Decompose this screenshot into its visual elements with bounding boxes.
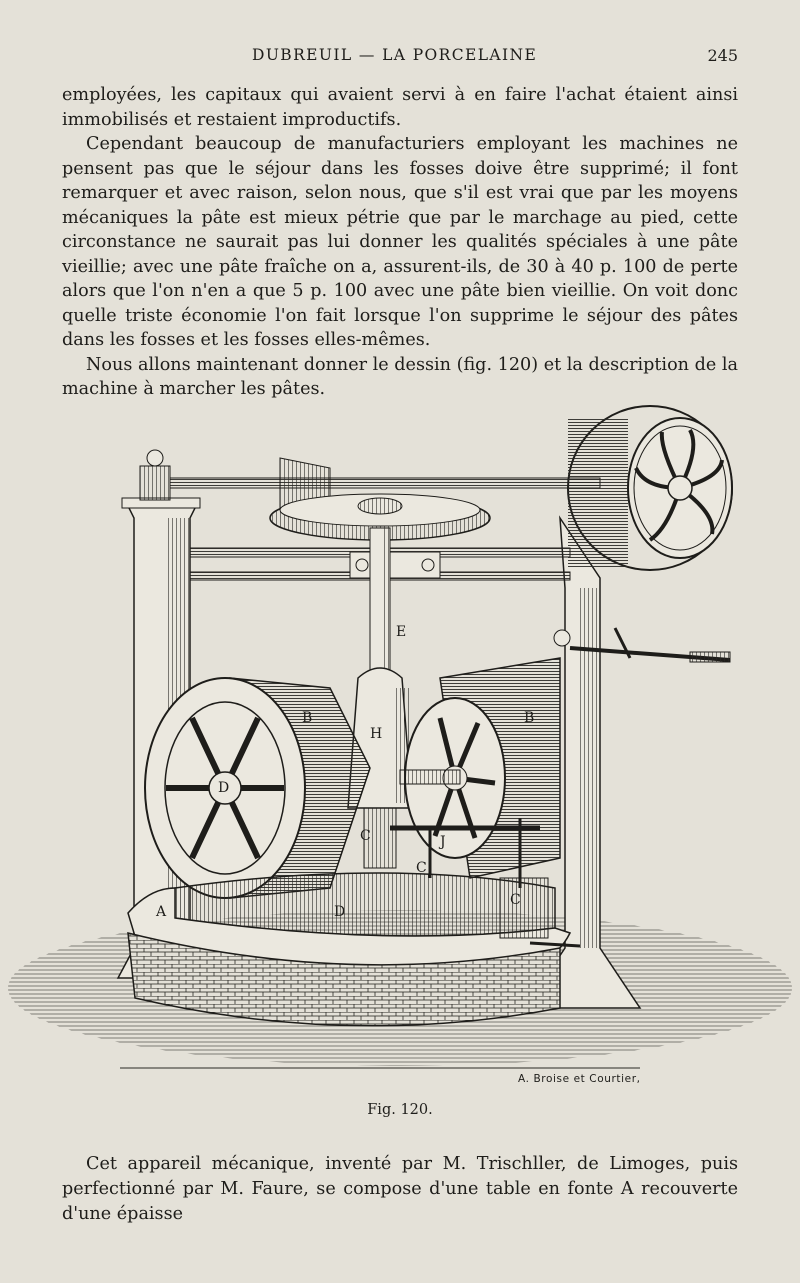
label-d-hub: D	[218, 780, 230, 796]
page-header	[62, 46, 738, 70]
tail-text	[62, 1152, 738, 1227]
label-j: J	[440, 834, 446, 850]
label-h: H	[370, 726, 383, 742]
engraving-illustration	[0, 388, 800, 1100]
machine-engraving	[0, 388, 800, 1100]
paragraph-1: employées, les capitaux qui avaient servi à en faire l'achat étaient ainsi immobilisés et restaient improductifs.	[62, 85, 738, 130]
running-title: DUBREUIL — LA PORCELAINE	[252, 46, 538, 64]
body-text	[62, 83, 738, 402]
page-number: 245	[707, 46, 738, 65]
label-c-mid: C	[416, 860, 427, 876]
paragraph-3: Nous allons maintenant donner le dessin (fig. 120) et la description de la machine à marcher les pâtes.	[62, 354, 738, 399]
right-roller	[400, 658, 560, 878]
flywheel	[568, 406, 732, 570]
engraver-credit: A. Broise et Courtier,	[518, 1073, 641, 1085]
label-c-right: C	[510, 892, 521, 908]
label-b-left: B	[302, 710, 313, 726]
label-e: E	[396, 624, 407, 640]
label-c-left: C	[360, 828, 371, 844]
paragraph-2: Cependant beaucoup de manufacturiers employant les machines ne pensent pas que le séjour dans les fosses doive être supprimé; il font remarquer et avec raison, selon nous, que s'il est vrai que par les moyens mécaniques la pâte est mieux pétrie que par le marchage au pied, cette circonstance ne saurait pas lui donner les qualités spéciales à une pâte vieillie; avec une pâte fraîche on a, assurent-ils, de 30 à 40 p. 100 de perte alors que l'on n'en a que 5 p. 100 avec une pâte bien vieillie. On voit donc quelle triste économie l'on fait lorsque l'on supprime le séjour des pâtes dans les fosses et les fosses elles-mêmes.	[62, 134, 738, 350]
figure-caption: Fig. 120.	[367, 1102, 433, 1118]
left-roller	[145, 678, 370, 898]
top-shaft	[170, 478, 600, 488]
label-b-right: B	[524, 710, 535, 726]
label-d-table: D	[334, 904, 346, 920]
label-a: A	[156, 904, 167, 920]
paragraph-4: Cet appareil mécanique, inventé par M. Trischller, de Limoges, puis perfectionné par M. Faure, se compose d'une table en fonte A recouverte d'une épaisse	[62, 1154, 738, 1224]
